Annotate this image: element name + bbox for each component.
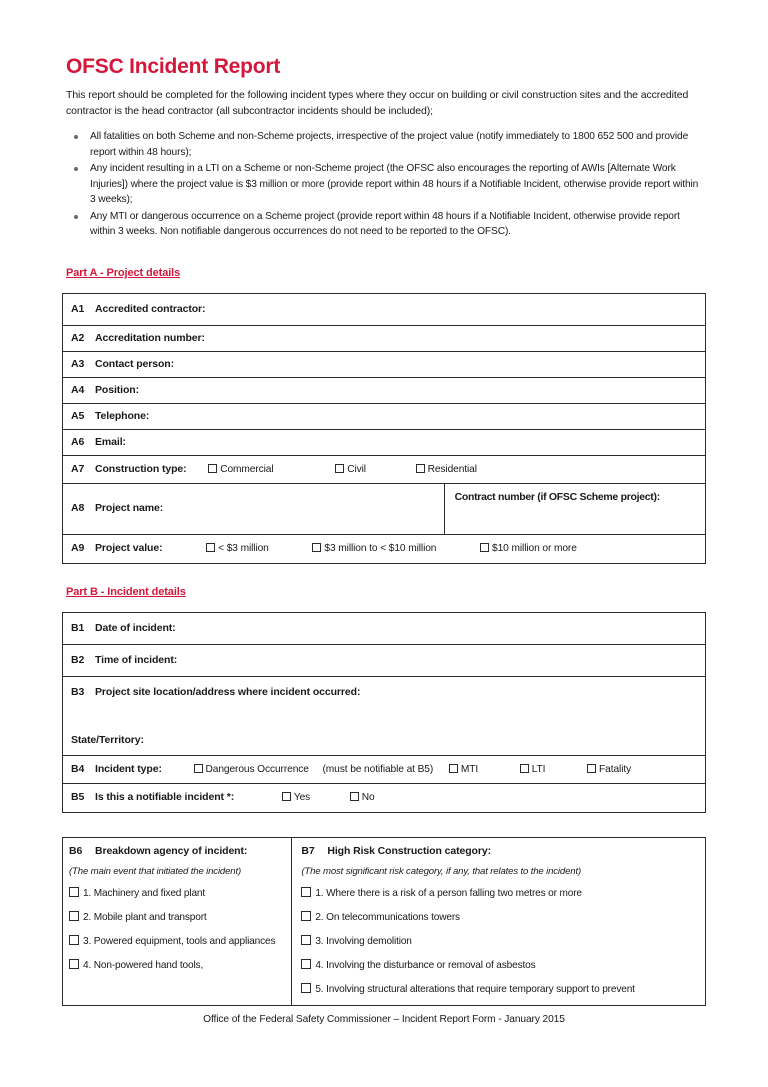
table-row	[63, 377, 706, 403]
bullet-dot-icon	[74, 167, 78, 171]
list-item-text: Any MTI or dangerous occurrence on a Scheme project (provide report within 48 hours if a Notifiable Incident, otherwise provide report within 3 weeks. Non notifiable dangerous occurrences do not need to be reported to the OFSC).	[90, 210, 680, 238]
checkbox-icon[interactable]	[587, 764, 596, 773]
table-row	[63, 612, 706, 644]
b6-note: (The main event that initiated the incident)	[69, 865, 242, 877]
checkbox-option-fatality[interactable]	[587, 763, 631, 777]
row-a2	[63, 325, 706, 351]
table-row	[63, 755, 706, 783]
checkbox-icon[interactable]	[69, 959, 79, 969]
checkbox-option-commercial[interactable]	[208, 463, 273, 477]
checkbox-icon[interactable]	[206, 543, 215, 552]
row-code: B1	[71, 621, 85, 634]
cell-b7-high-risk-category	[292, 837, 706, 1005]
b7-title	[301, 845, 699, 857]
checkbox-icon[interactable]	[449, 764, 458, 773]
b4-note: (must be notifiable at B5)	[322, 763, 434, 775]
option-label: 3. Powered equipment, tools and appliances	[83, 935, 276, 947]
option-label: Commercial	[220, 463, 274, 475]
row-code: B6	[69, 844, 83, 857]
option-label: MTI	[460, 763, 479, 775]
row-label: Project name:	[95, 501, 164, 514]
checkbox-icon[interactable]	[301, 959, 311, 969]
checkbox-option-value-3m-to-10m[interactable]	[312, 542, 436, 556]
checkbox-icon[interactable]	[520, 764, 529, 773]
checkbox-option-b6-2[interactable]	[69, 910, 285, 925]
b7-note: (The most significant risk category, if any, that relates to the incident)	[301, 865, 582, 877]
row-b4	[63, 755, 706, 783]
checkbox-option-value-under-3m[interactable]	[206, 542, 269, 556]
row-a8-contract-number	[444, 483, 705, 534]
checkbox-icon[interactable]	[301, 935, 311, 945]
row-code: B5	[71, 790, 85, 803]
row-label: Telephone:	[95, 409, 150, 422]
checkbox-icon[interactable]	[194, 764, 203, 773]
row-a8-project-name	[63, 483, 445, 534]
row-code: A5	[71, 409, 85, 422]
row-label: Accreditation number:	[95, 331, 205, 344]
table-row	[63, 429, 706, 455]
row-b2	[63, 644, 706, 676]
part-a-table	[62, 293, 706, 564]
checkbox-option-b6-4[interactable]	[69, 958, 285, 973]
table-row	[63, 783, 706, 812]
checkbox-icon[interactable]	[69, 935, 79, 945]
option-label: < $3 million	[218, 542, 269, 554]
b6-b7-table	[62, 837, 706, 1006]
checkbox-option-b7-5[interactable]	[301, 982, 699, 997]
row-a1	[63, 293, 706, 325]
option-label: 2. On telecommunications towers	[315, 911, 460, 923]
checkbox-option-b7-3[interactable]	[301, 934, 699, 949]
row-a3	[63, 351, 706, 377]
page-footer: Office of the Federal Safety Commissioner – Incident Report Form - January 2015	[203, 1014, 565, 1025]
table-row	[63, 676, 706, 755]
row-code: B2	[71, 653, 85, 666]
row-label: Project value:	[95, 541, 163, 554]
row-code: B3	[71, 685, 85, 698]
b6-title	[69, 845, 285, 857]
row-code: A9	[71, 541, 85, 554]
checkbox-option-value-10m-or-more[interactable]	[480, 542, 577, 556]
row-label: Construction type:	[95, 462, 187, 475]
table-row	[63, 325, 706, 351]
checkbox-icon[interactable]	[312, 543, 321, 552]
list-item	[62, 129, 706, 160]
table-row	[63, 403, 706, 429]
option-label: Residential	[427, 463, 477, 475]
checkbox-icon[interactable]	[301, 911, 311, 921]
row-a7	[63, 455, 706, 483]
row-code: A2	[71, 331, 85, 344]
checkbox-option-b7-1[interactable]	[301, 886, 699, 901]
checkbox-option-notifiable-no[interactable]	[350, 791, 375, 805]
cell-b6-breakdown-agency	[63, 837, 292, 1005]
b6-title-text: Breakdown agency of incident:	[95, 844, 248, 857]
table-row	[63, 351, 706, 377]
option-label: $3 million to < $10 million	[324, 542, 437, 554]
row-label: Contact person:	[95, 357, 175, 370]
row-label: Time of incident:	[95, 653, 178, 666]
list-item	[62, 209, 706, 240]
checkbox-icon[interactable]	[416, 464, 425, 473]
row-a6	[63, 429, 706, 455]
bullet-dot-icon	[74, 215, 78, 219]
row-label: Email:	[95, 435, 126, 448]
table-row	[63, 483, 706, 534]
checkbox-option-b7-4[interactable]	[301, 958, 699, 973]
option-label: 4. Involving the disturbance or removal of asbestos	[315, 959, 536, 971]
row-b1	[63, 612, 706, 644]
table-row	[63, 534, 706, 563]
checkbox-option-residential[interactable]	[416, 463, 477, 477]
row-code: A6	[71, 435, 85, 448]
row-code: A1	[71, 302, 85, 315]
option-label: 2. Mobile plant and transport	[83, 911, 207, 923]
checkbox-option-lti[interactable]	[520, 763, 546, 777]
page-title: OFSC Incident Report	[66, 55, 281, 78]
checkbox-option-b6-3[interactable]	[69, 934, 285, 949]
checkbox-icon[interactable]	[208, 464, 217, 473]
option-label: Yes	[293, 791, 311, 803]
row-code: A3	[71, 357, 85, 370]
table-row	[63, 293, 706, 325]
part-b-table	[62, 612, 706, 813]
part-a-heading: Part A - Project details	[66, 266, 181, 279]
checkbox-option-b7-2[interactable]	[301, 910, 699, 925]
row-label: Project site location/address where incident occurred:	[95, 685, 361, 698]
state-territory-label: State/Territory:	[71, 733, 144, 746]
row-label: Date of incident:	[95, 621, 176, 634]
option-label: 5. Involving structural alterations that require temporary support to prevent	[315, 983, 635, 995]
option-label: 3. Involving demolition	[315, 935, 412, 947]
row-label: Incident type:	[95, 762, 162, 775]
table-row	[63, 837, 706, 1005]
option-label: LTI	[531, 763, 546, 775]
option-label: Civil	[347, 463, 366, 475]
checkbox-option-dangerous-occurrence[interactable]	[194, 763, 309, 777]
row-b5	[63, 783, 706, 812]
list-item	[62, 161, 706, 208]
row-label: Position:	[95, 383, 140, 396]
list-item-text: Any incident resulting in a LTI on a Scheme or non-Scheme project (the OFSC also encourages the reporting of AWIs [Alternate Work Injuries]) where the project value is $3 million or more (provide report within 48 hours if a Notifiable Incident, otherwise provide report within 3 weeks);	[90, 163, 699, 206]
incident-types-list	[62, 129, 706, 240]
checkbox-option-civil[interactable]	[335, 463, 366, 477]
table-row	[63, 644, 706, 676]
row-code: A8	[71, 501, 85, 514]
checkbox-icon[interactable]	[301, 887, 311, 897]
option-label: 4. Non-powered hand tools,	[83, 959, 204, 971]
row-b3	[63, 676, 706, 755]
option-label: No	[361, 791, 375, 803]
row-code: A7	[71, 462, 85, 475]
option-label: 1. Where there is a risk of a person falling two metres or more	[315, 887, 582, 899]
contract-number-label: Contract number (if OFSC Scheme project):	[454, 490, 660, 503]
row-label: Accredited contractor:	[95, 302, 206, 315]
table-row	[63, 455, 706, 483]
bullet-dot-icon	[74, 135, 78, 139]
document-content	[62, 55, 706, 1006]
option-label: 1. Machinery and fixed plant	[83, 887, 206, 899]
option-label: $10 million or more	[492, 542, 577, 554]
row-code: B4	[71, 762, 85, 775]
checkbox-icon[interactable]	[282, 792, 291, 801]
part-b-heading: Part B - Incident details	[66, 585, 186, 598]
checkbox-option-b6-1[interactable]	[69, 886, 285, 901]
checkbox-icon[interactable]	[301, 983, 311, 993]
option-label: Fatality	[599, 763, 632, 775]
row-a4	[63, 377, 706, 403]
option-label: Dangerous Occurrence	[205, 763, 309, 775]
intro-paragraph: This report should be completed for the following incident types where they occur on building or civil construction sites and the accredited contractor is the head contractor (all subcontractor incidents should be included);	[66, 89, 689, 118]
row-code: A4	[71, 383, 85, 396]
checkbox-icon[interactable]	[69, 887, 79, 897]
list-item-text: All fatalities on both Scheme and non-Scheme projects, irrespective of the project value (notify immediately to 1800 652 500 and provide report within 48 hours);	[90, 131, 689, 158]
checkbox-icon[interactable]	[350, 792, 359, 801]
row-a5	[63, 403, 706, 429]
checkbox-icon[interactable]	[335, 464, 344, 473]
checkbox-option-notifiable-yes[interactable]	[282, 791, 310, 805]
checkbox-option-mti[interactable]	[449, 763, 478, 777]
b7-title-text: High Risk Construction category:	[327, 844, 491, 857]
row-code: B7	[301, 844, 315, 857]
row-label: Is this a notifiable incident *:	[95, 790, 235, 803]
checkbox-icon[interactable]	[69, 911, 79, 921]
row-a9	[63, 534, 706, 563]
checkbox-icon[interactable]	[480, 543, 489, 552]
